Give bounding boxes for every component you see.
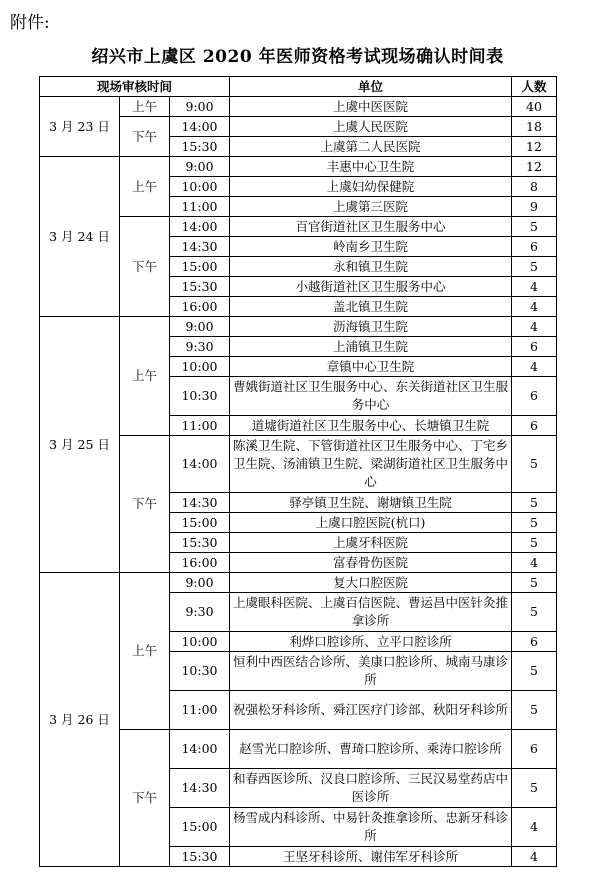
count-cell: 6 xyxy=(512,237,557,257)
count-cell: 5 xyxy=(512,493,557,513)
time-cell: 14:30 xyxy=(170,493,230,513)
count-cell: 40 xyxy=(512,97,557,117)
time-cell: 11:00 xyxy=(170,197,230,217)
unit-cell: 永和镇卫生院 xyxy=(230,257,512,277)
date-cell: 3 月 23 日 xyxy=(40,97,120,157)
count-cell: 12 xyxy=(512,157,557,177)
count-cell: 18 xyxy=(512,117,557,137)
time-cell: 15:30 xyxy=(170,533,230,553)
count-cell: 5 xyxy=(512,257,557,277)
time-cell: 9:00 xyxy=(170,573,230,593)
page-title: 绍兴市上虞区 2020 年医师资格考试现场确认时间表 xyxy=(91,47,504,67)
count-cell: 5 xyxy=(512,652,557,691)
half-day-cell: 上午 xyxy=(120,573,170,730)
time-cell: 10:00 xyxy=(170,177,230,197)
table-row xyxy=(40,317,557,337)
time-cell: 10:00 xyxy=(170,632,230,652)
unit-cell: 百官街道社区卫生服务中心 xyxy=(230,217,512,237)
unit-cell: 曹娥街道社区卫生服务中心、东关街道社区卫生服务中心 xyxy=(230,377,512,416)
count-cell: 9 xyxy=(512,197,557,217)
count-cell: 5 xyxy=(512,436,557,493)
date-cell: 3 月 24 日 xyxy=(40,157,120,317)
count-cell: 5 xyxy=(512,769,557,808)
unit-cell: 祝强松牙科诊所、舜江医疗门诊部、秋阳牙科诊所 xyxy=(230,691,512,730)
time-cell: 15:00 xyxy=(170,513,230,533)
unit-cell: 上虞眼科医院、上虞百信医院、曹运昌中医针灸推拿诊所 xyxy=(230,593,512,632)
unit-cell: 上虞妇幼保健院 xyxy=(230,177,512,197)
time-cell: 14:00 xyxy=(170,730,230,769)
time-cell: 14:00 xyxy=(170,217,230,237)
unit-cell: 丰惠中心卫生院 xyxy=(230,157,512,177)
column-header-count: 人数 xyxy=(512,77,557,97)
count-cell: 5 xyxy=(512,217,557,237)
count-cell: 8 xyxy=(512,177,557,197)
half-day-cell: 上午 xyxy=(120,317,170,436)
time-cell: 14:00 xyxy=(170,117,230,137)
half-day-cell: 下午 xyxy=(120,436,170,573)
unit-cell: 道墟街道社区卫生服务中心、长塘镇卫生院 xyxy=(230,416,512,436)
unit-cell: 上虞牙科医院 xyxy=(230,533,512,553)
unit-cell: 富春骨伤医院 xyxy=(230,553,512,573)
time-cell: 10:30 xyxy=(170,377,230,416)
time-cell: 15:30 xyxy=(170,137,230,157)
table-row xyxy=(40,157,557,177)
attachment-label: 附件: xyxy=(10,13,50,33)
unit-cell: 沥海镇卫生院 xyxy=(230,317,512,337)
unit-cell: 岭南乡卫生院 xyxy=(230,237,512,257)
time-cell: 10:30 xyxy=(170,652,230,691)
count-cell: 4 xyxy=(512,847,557,867)
time-cell: 14:30 xyxy=(170,769,230,808)
count-cell: 4 xyxy=(512,357,557,377)
time-cell: 15:30 xyxy=(170,277,230,297)
unit-cell: 上虞中医医院 xyxy=(230,97,512,117)
time-cell: 14:00 xyxy=(170,436,230,493)
half-day-cell: 上午 xyxy=(120,97,170,117)
count-cell: 6 xyxy=(512,337,557,357)
time-cell: 11:00 xyxy=(170,416,230,436)
unit-cell: 小越街道社区卫生服务中心 xyxy=(230,277,512,297)
schedule-table xyxy=(39,76,557,867)
unit-cell: 驿亭镇卫生院、谢塘镇卫生院 xyxy=(230,493,512,513)
time-cell: 9:00 xyxy=(170,97,230,117)
unit-cell: 盖北镇卫生院 xyxy=(230,297,512,317)
time-cell: 15:30 xyxy=(170,847,230,867)
time-cell: 9:30 xyxy=(170,593,230,632)
date-cell: 3 月 25 日 xyxy=(40,317,120,573)
unit-cell: 复大口腔医院 xyxy=(230,573,512,593)
half-day-cell: 下午 xyxy=(120,730,170,867)
count-cell: 4 xyxy=(512,553,557,573)
date-cell: 3 月 26 日 xyxy=(40,573,120,867)
count-cell: 5 xyxy=(512,691,557,730)
unit-cell: 恒利中西医结合诊所、美康口腔诊所、城南马康诊所 xyxy=(230,652,512,691)
time-cell: 9:00 xyxy=(170,317,230,337)
unit-cell: 上虞口腔医院(杭口) xyxy=(230,513,512,533)
schedule-body xyxy=(40,97,557,867)
time-cell: 9:00 xyxy=(170,157,230,177)
unit-cell: 陈溪卫生院、下管街道社区卫生服务中心、丁宅乡卫生院、汤浦镇卫生院、梁湖街道社区卫生服务中心 xyxy=(230,436,512,493)
count-cell: 6 xyxy=(512,730,557,769)
half-day-cell: 下午 xyxy=(120,117,170,157)
time-cell: 14:30 xyxy=(170,237,230,257)
count-cell: 6 xyxy=(512,632,557,652)
count-cell: 5 xyxy=(512,533,557,553)
count-cell: 12 xyxy=(512,137,557,157)
time-cell: 16:00 xyxy=(170,297,230,317)
column-header-unit: 单位 xyxy=(230,77,512,97)
unit-cell: 上浦镇卫生院 xyxy=(230,337,512,357)
unit-cell: 上虞第二人民医院 xyxy=(230,137,512,157)
column-header-time: 现场审核时间 xyxy=(40,77,230,97)
half-day-cell: 上午 xyxy=(120,157,170,217)
time-cell: 11:00 xyxy=(170,691,230,730)
count-cell: 6 xyxy=(512,416,557,436)
table-row xyxy=(40,573,557,593)
unit-cell: 和春西医诊所、汉良口腔诊所、三民汉易堂药店中医诊所 xyxy=(230,769,512,808)
count-cell: 5 xyxy=(512,513,557,533)
unit-cell: 利烨口腔诊所、立平口腔诊所 xyxy=(230,632,512,652)
time-cell: 15:00 xyxy=(170,257,230,277)
count-cell: 5 xyxy=(512,573,557,593)
count-cell: 4 xyxy=(512,277,557,297)
unit-cell: 章镇中心卫生院 xyxy=(230,357,512,377)
time-cell: 10:00 xyxy=(170,357,230,377)
count-cell: 5 xyxy=(512,593,557,632)
table-row xyxy=(40,97,557,117)
count-cell: 4 xyxy=(512,317,557,337)
unit-cell: 上虞人民医院 xyxy=(230,117,512,137)
unit-cell: 杨雪成内科诊所、中易针灸推拿诊所、忠新牙科诊所 xyxy=(230,808,512,847)
table-header-row xyxy=(40,77,557,97)
time-cell: 15:00 xyxy=(170,808,230,847)
unit-cell: 上虞第三医院 xyxy=(230,197,512,217)
count-cell: 4 xyxy=(512,297,557,317)
unit-cell: 赵雪光口腔诊所、曹琦口腔诊所、乘涛口腔诊所 xyxy=(230,730,512,769)
count-cell: 4 xyxy=(512,808,557,847)
count-cell: 6 xyxy=(512,377,557,416)
time-cell: 9:30 xyxy=(170,337,230,357)
unit-cell: 王坚牙科诊所、谢伟军牙科诊所 xyxy=(230,847,512,867)
time-cell: 16:00 xyxy=(170,553,230,573)
half-day-cell: 下午 xyxy=(120,217,170,317)
